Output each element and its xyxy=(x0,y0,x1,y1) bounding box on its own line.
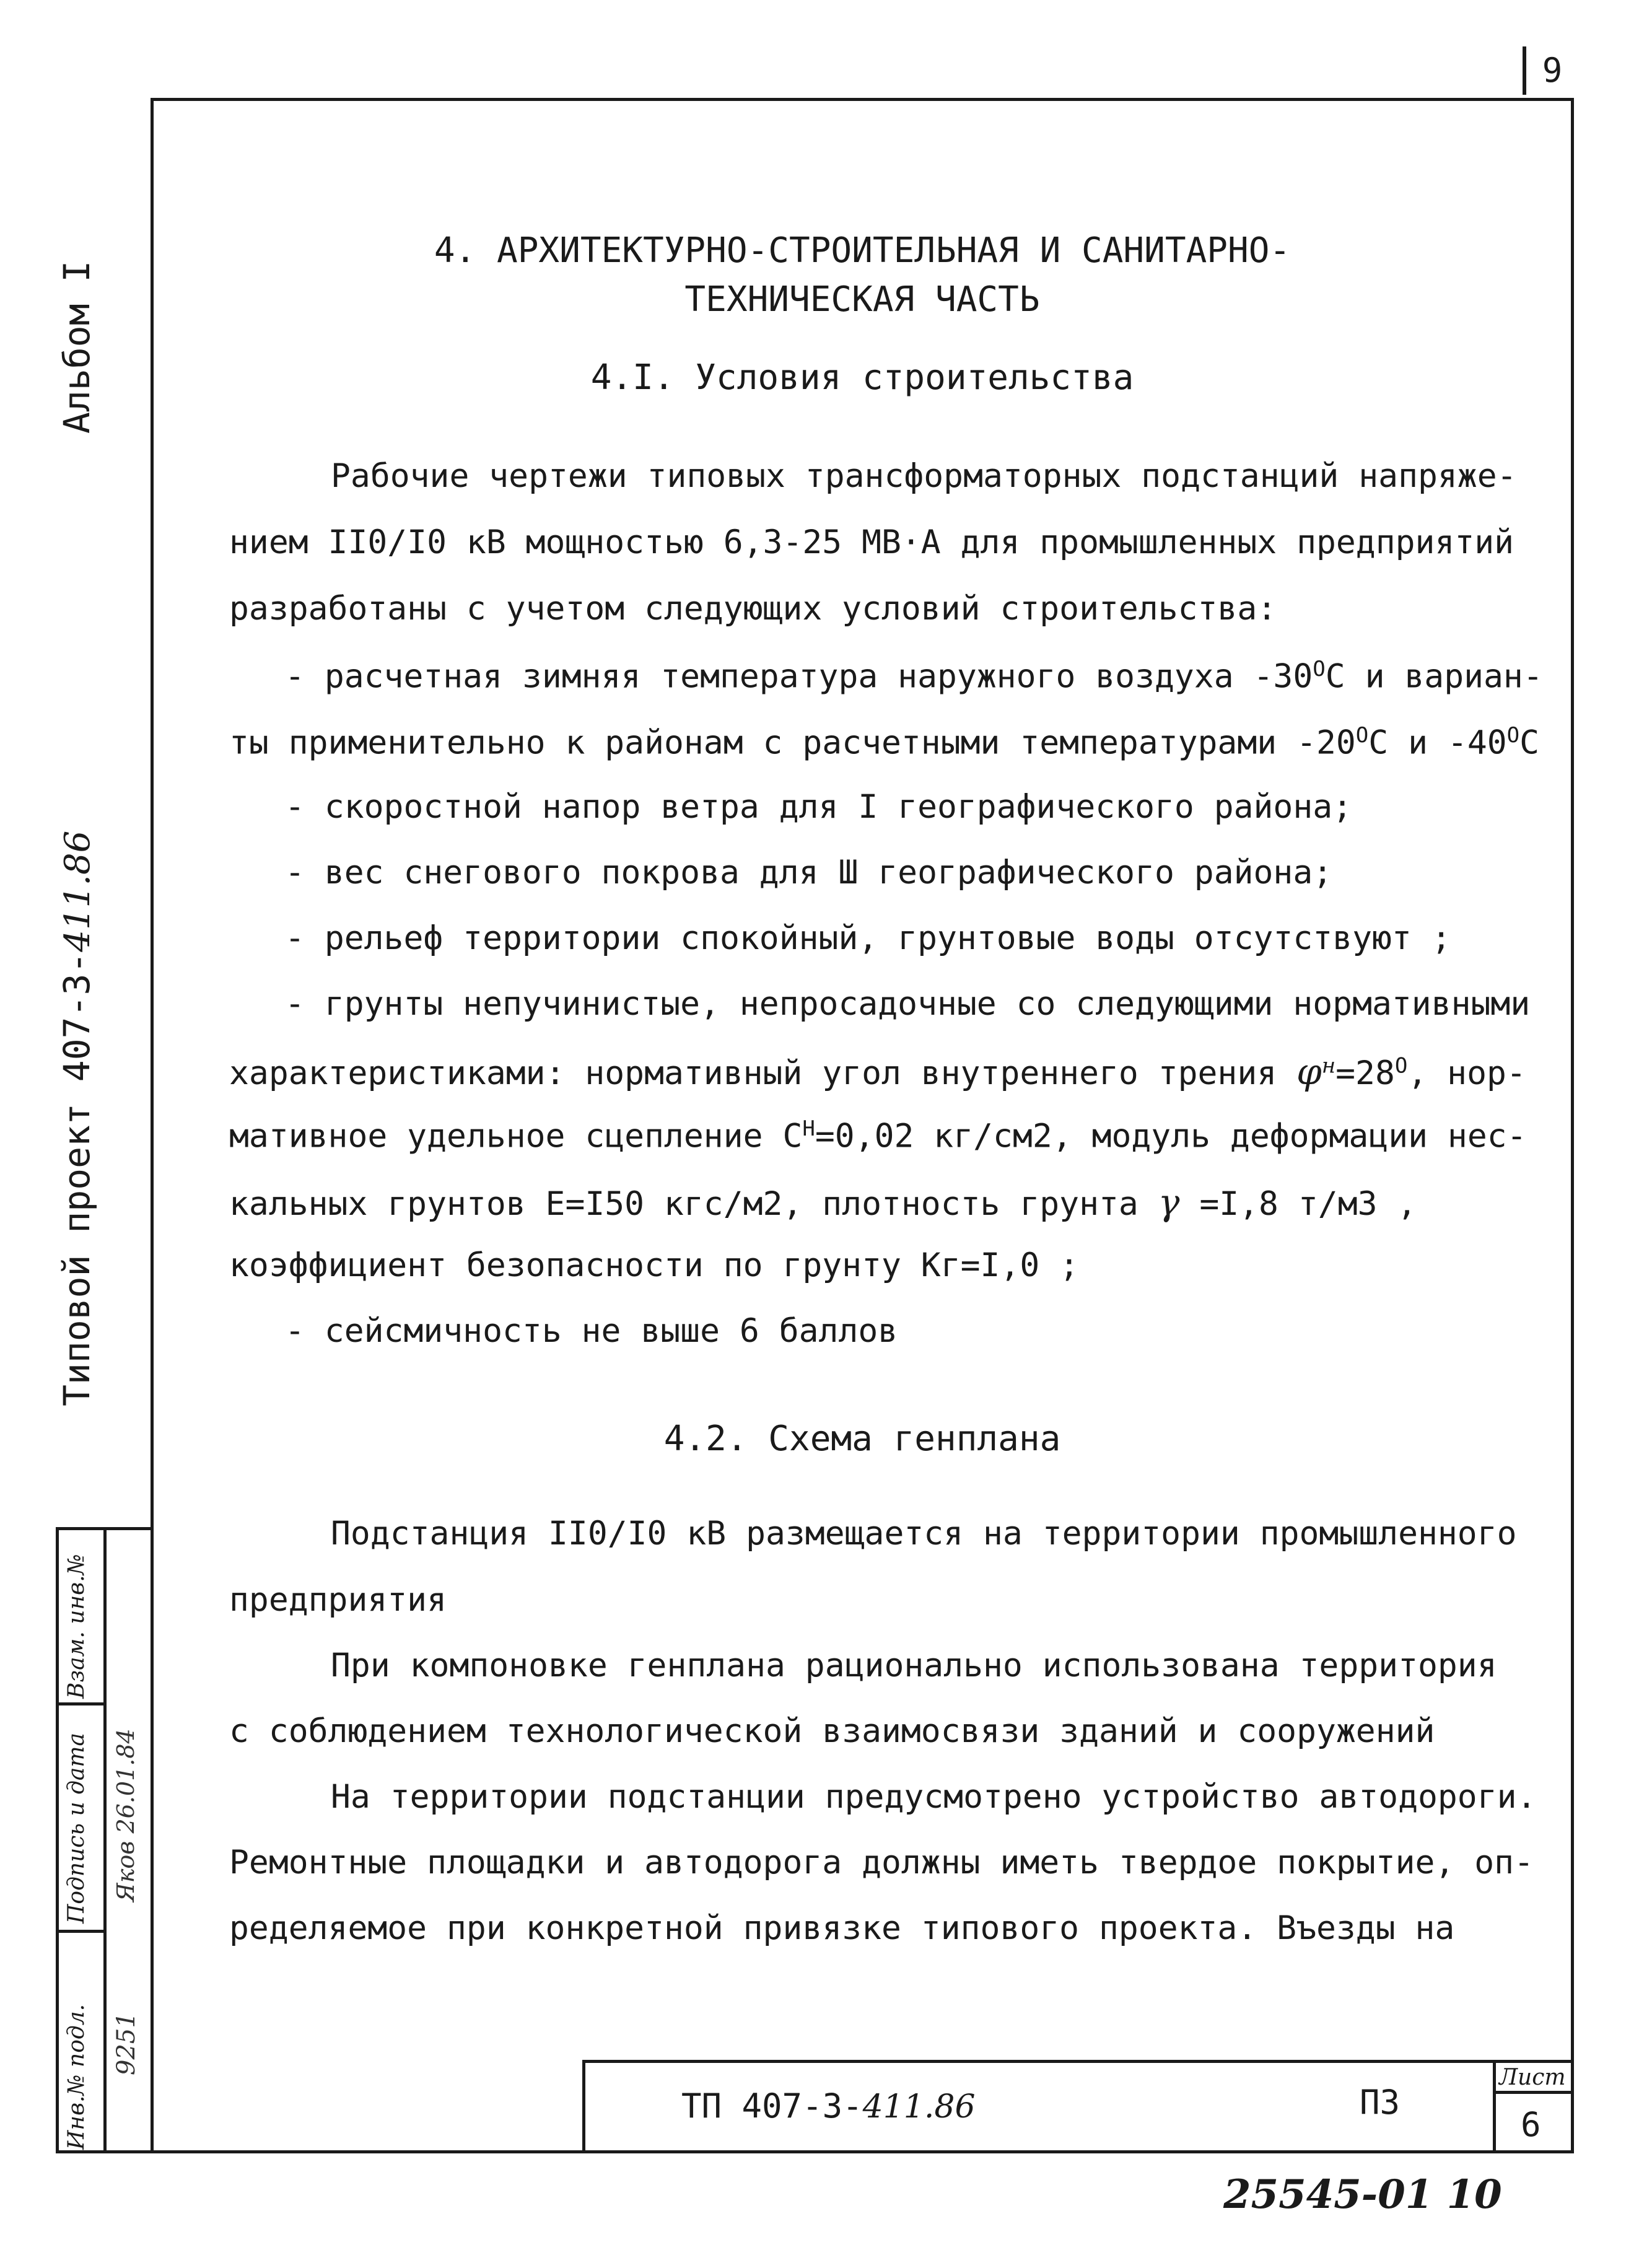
album-label: Альбом I xyxy=(56,260,98,434)
text-line: Подстанция II0/I0 кВ размещается на территории промышленного xyxy=(331,1515,1517,1552)
sign-date-value: Яков 26.01.84 xyxy=(112,1728,139,1902)
drawing-code: ТП 407-3-411.86 xyxy=(681,2086,976,2126)
subsection-title-4-2: 4.2. Схема генплана xyxy=(663,1419,1061,1459)
text-line: ты применительно к районам с расчетными температурами $-20^OС$ и $-40^OС$ xyxy=(229,723,1540,762)
text-line: - рельеф территории спокойный, грунтовые воды отсутствуют ; xyxy=(285,919,1451,957)
text-line: коэффициент безопасности по грунту Кг=I,0 ; xyxy=(229,1246,1080,1284)
text-line: - расчетная зимняя температура наружного воздуха $-30^OС$ и вариан- xyxy=(285,657,1543,696)
text-line: Ремонтные площадки и автодорога должны иметь твердое покрытие, оп- xyxy=(229,1844,1534,1881)
text-line: - вес снегового покрова для Ш географического района; xyxy=(285,854,1333,891)
section-title-line1: 4. АРХИТЕКТУРНО-СТРОИТЕЛЬНАЯ И САНИТАРНО- xyxy=(434,230,1291,271)
section-title-line2: ТЕХНИЧЕСКАЯ ЧАСТЬ xyxy=(684,279,1040,320)
text-line: На территории подстанции предусмотрено устройство автодороги. xyxy=(331,1778,1537,1816)
text-line: характеристиками: нормативный угол внутреннего трения $\varphi^н=28^O$, нор- xyxy=(229,1051,1526,1093)
sheet-label: Лист xyxy=(1499,2065,1566,2090)
text-line: Рабочие чертежи типовых трансформаторных подстанций напряже- xyxy=(331,457,1517,495)
text-line: - сейсмичность не выше 6 баллов xyxy=(285,1312,898,1350)
inv-exchange-header: Взам. инв.№ xyxy=(64,1554,89,1699)
text-line: ределяемое при конкретной привязке типового проекта. Въезды на xyxy=(229,1909,1455,1947)
text-line: предприятия xyxy=(229,1581,447,1619)
text-line: кальных грунтов Е=I50 кгс/м2, плотность грунта γ =I,8 т/м3 , xyxy=(229,1181,1417,1224)
page-number: 9 xyxy=(1523,46,1578,95)
text-line: - грунты непучинистые, непросадочные со следующими нормативными xyxy=(285,985,1531,1023)
approval-table xyxy=(56,1527,151,2153)
inv-sub-header: Инв.№ подл. xyxy=(64,2003,89,2150)
text-line: При компоновке генплана рационально использована территория xyxy=(331,1647,1497,1684)
document-type: ПЗ xyxy=(1360,2083,1401,2122)
text-line: с соблюдением технологической взаимосвязи зданий и сооружений xyxy=(229,1712,1435,1750)
inv-sub-value: 9251 xyxy=(112,2012,141,2075)
text-line: разработаны с учетом следующих условий строительства: xyxy=(229,590,1277,628)
archive-number: 25545-01 10 xyxy=(1223,2171,1502,2218)
sign-date-header: Подпись и дата xyxy=(64,1733,89,1924)
project-label: Типовой проект 407-3-411.86 xyxy=(56,830,98,1406)
sheet-number: 6 xyxy=(1521,2105,1541,2144)
text-line: мативное удельное сцепление $С^Н=0,02$ кг/см2, модуль деформации нес- xyxy=(229,1116,1527,1155)
subsection-title-4-1: 4.I. Условия строительства xyxy=(590,357,1134,398)
text-line: - скоростной напор ветра для I географического района; xyxy=(285,788,1353,826)
text-line: нием II0/I0 кВ мощностью 6,3-25 МВ·А для промышленных предприятий xyxy=(229,523,1514,561)
